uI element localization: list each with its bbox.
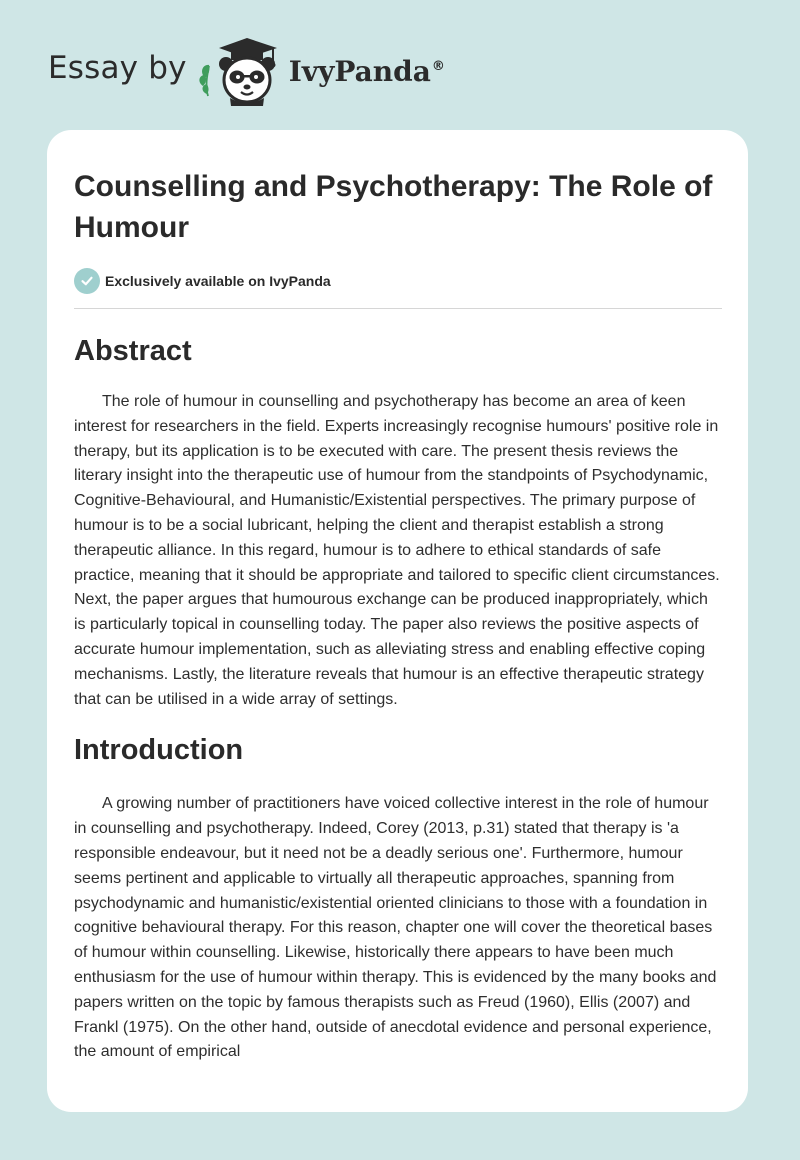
section-text-abstract: The role of humour in counselling and psychotherapy has become an area of keen interest for researchers in the field. Experts increasingly recognise humours' positive role in therapy, but its application is to be executed with care. The present thesis reviews the literary insight into the therapeutic use of humour from the standpoints of Psychodynamic, Cognitive-Behavioural, and Humanistic/Existential perspectives. The primary purpose of humour is to be a social lubricant, helping the client and therapist establish a strong therapeutic alliance. In this regard, humour is to adhere to ethical standards of safe practice, meaning that it should be appropriate and tailored to specific client circumstances. Next, the paper argues that humourous exchange can be produced inappropriately, which is particularly topical in counselling today. The paper also reviews the positive aspects of accurate humour implementation, such as alleviating stress and enabling effective coping mechanisms. Lastly, the literature reveals that humour is an effective therapeutic strategy that can be utilised in a wide array of settings. bbox=[74, 393, 720, 708]
exclusive-label: Exclusively available on IvyPanda bbox=[105, 273, 331, 289]
section-heading-abstract: Abstract bbox=[74, 335, 192, 367]
check-icon bbox=[74, 268, 100, 294]
section-text-introduction: A growing number of practitioners have voiced collective interest in the role of humour in counselling and psychotherapy. Indeed, Corey (2013, p.31) stated that therapy is 'a responsible endeavour, but it need not be a deadly serious one'. Furthermore, humour seems pertinent and applicable to virtually all therapeutic approaches, spanning from psychodynamic and humanistic/existential oriented clinicians to those with a foundation in cognitive behavioural therapy. For this reason, chapter one will cover the theoretical bases of humour within counselling. Likewise, historically there appears to have been much enthusiasm for the use of humour within therapy. This is evidenced by the many books and papers written on the topic by famous therapists such as Freud (1960), Ellis (2007) and Frankl (1975). On the other hand, outside of anecdotal evidence and personal experience, the amount of empirical bbox=[74, 795, 717, 1061]
registered-mark: ® bbox=[431, 59, 445, 75]
leaf-icon bbox=[199, 65, 209, 96]
divider bbox=[74, 308, 722, 309]
panda-graduate-icon bbox=[197, 34, 283, 110]
exclusive-badge bbox=[74, 268, 722, 294]
brand-name bbox=[289, 55, 445, 88]
page-title: Counselling and Psychotherapy: The Role of Humour bbox=[74, 170, 713, 244]
section-heading-introduction: Introduction bbox=[74, 734, 244, 767]
ivypanda-logo[interactable] bbox=[197, 34, 445, 110]
site-header bbox=[48, 34, 445, 110]
essay-by-label: Essay by bbox=[48, 50, 187, 86]
essay-card bbox=[47, 130, 748, 1112]
brand-text: IvyPanda bbox=[288, 54, 431, 88]
